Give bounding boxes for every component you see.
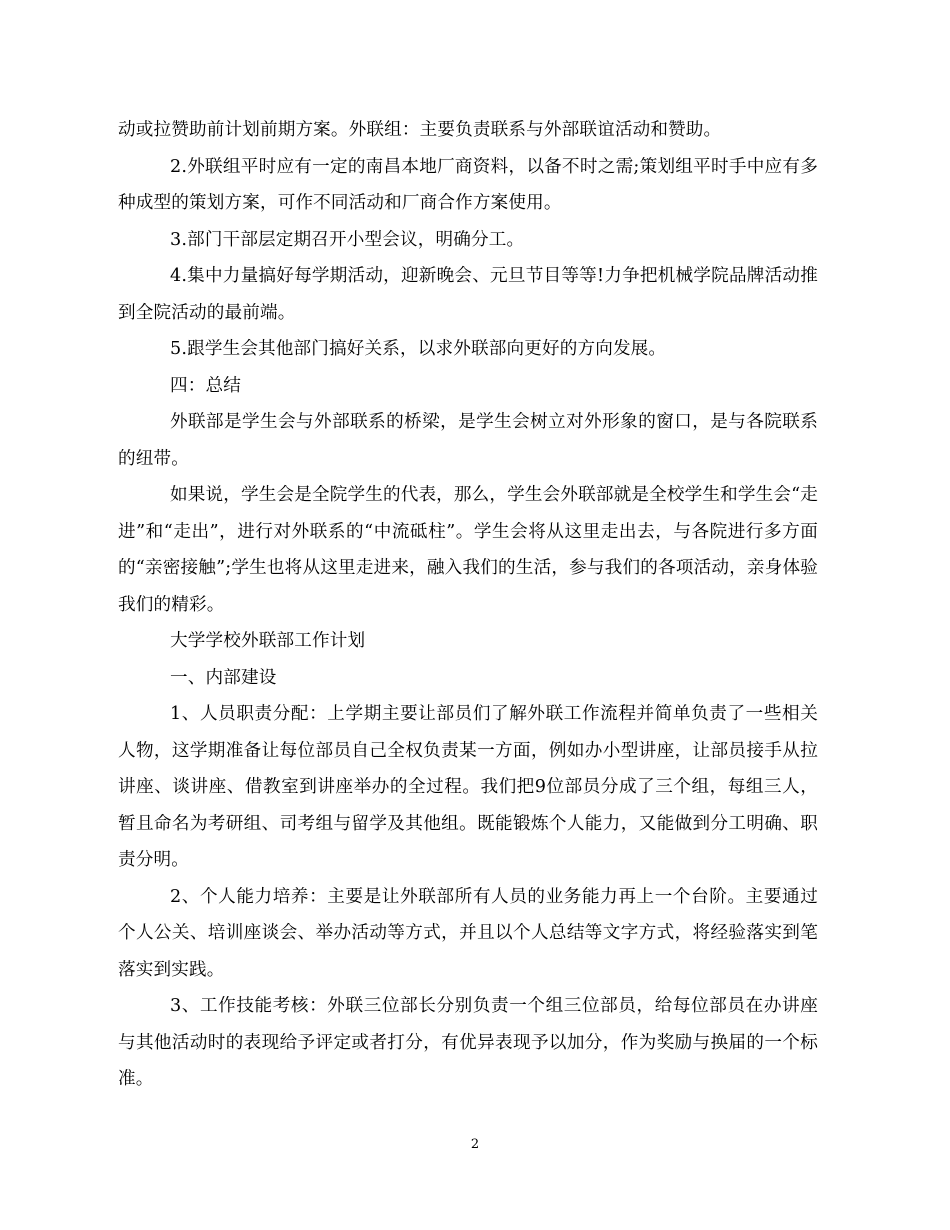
paragraph-ability-training: 2、个人能力培养：主要是让外联部所有人员的业务能力再上一个台阶。主要通过个人公关、培训座谈会、举办活动等方式，并且以个人总结等文字方式，将经验落实到笔落实到实践。 (118, 886, 818, 980)
paragraph-item-5: 5.跟学生会其他部门搞好关系，以求外联部向更好的方向发展。 (170, 339, 667, 359)
paragraph-staff-duties: 1、人员职责分配：上学期主要让部员们了解外联工作流程并简单负责了一些相关人物，这学期准备让每位部员自己全权负责某一方面，例如办小型讲座，让部员接手从拉讲座、谈讲座、借教室到讲座举办的全过程。我们把9位部员分成了三个组，每组三人，暂且命名为考研组、司考组与留学及其他组。既能锻炼个人能力，又能做到分工明确、职责分明。 (118, 704, 818, 870)
paragraph-continuation: 动或拉赞助前计划前期方案。外联组：主要负责联系与外部联谊活动和赞助。 (118, 120, 722, 140)
paragraph-skill-assessment: 3、工作技能考核：外联三位部长分别负责一个组三位部员，给每位部员在办讲座与其他活动时的表现给予评定或者打分，有优异表现予以加分，作为奖励与换届的一个标准。 (118, 996, 818, 1089)
page-number: 2 (470, 1137, 480, 1152)
paragraph-item-3: 3.部门干部层定期召开小型会议，明确分工。 (170, 229, 525, 250)
paragraph-item-2: 2.外联组平时应有一定的南昌本地厂商资料，以备不时之需;策划组平时手中应有多种成型的策划方案，可作不同活动和厂商合作方案使用。 (118, 156, 818, 213)
document-title: 大学学校外联部工作计划 (170, 631, 366, 651)
body-text (118, 112, 818, 1098)
section-heading-internal: 一、内部建设 (170, 667, 277, 688)
paragraph-item-4: 4.集中力量搞好每学期活动，迎新晚会、元旦节目等等!力争把机械学院品牌活动推到全院活动的最前端。 (118, 266, 818, 323)
section-heading-summary: 四：总结 (170, 375, 241, 396)
paragraph-summary-2: 如果说，学生会是全院学生的代表，那么，学生会外联部就是全校学生和学生会“走进”和“走出”，进行对外联系的“中流砥柱”。学生会将从这里走出去，与各院进行多方面的“亲密接触”;学生也将从这里走进来，融入我们的生活，参与我们的各项活动，亲身体验我们的精彩。 (118, 485, 818, 615)
paragraph-summary-1: 外联部是学生会与外部联系的桥梁，是学生会树立对外形象的窗口，是与各院联系的纽带。 (118, 412, 818, 469)
